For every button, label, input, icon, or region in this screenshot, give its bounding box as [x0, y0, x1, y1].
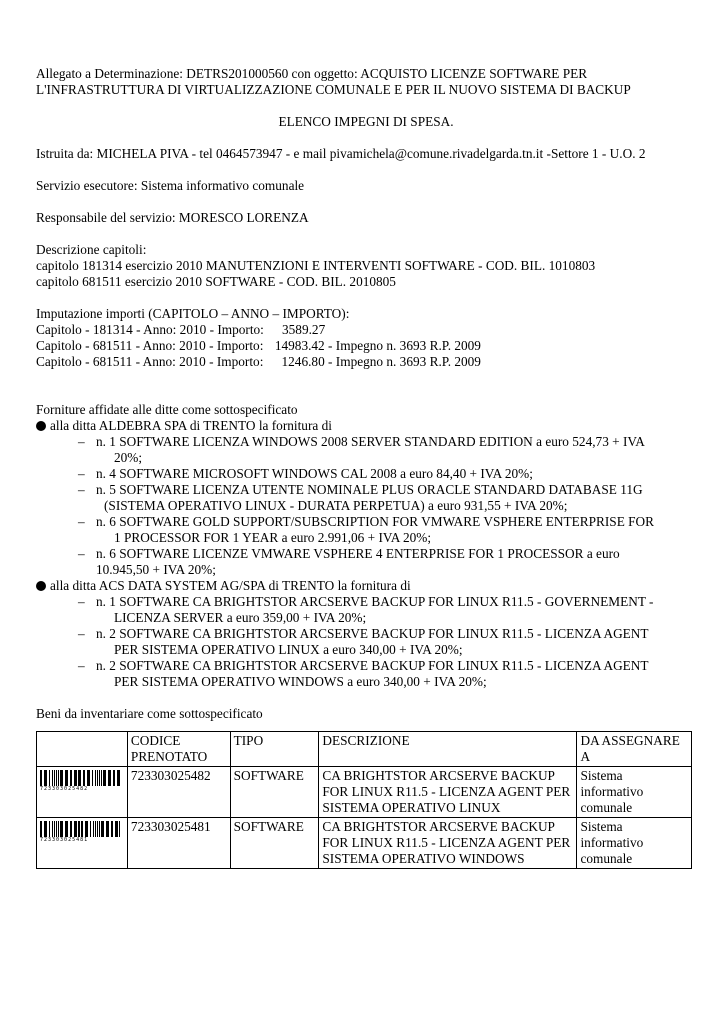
- capitolo-line: capitolo 181314 esercizio 2010 MANUTENZIONI E INTERVENTI SOFTWARE - COD. BIL. 1010803: [36, 258, 596, 273]
- tipo-cell: SOFTWARE: [230, 818, 319, 869]
- istruita-da: Istruita da: MICHELA PIVA - tel 0464573947 - e mail pivamichela@comune.rivadelgarda.tn.it -Settore 1 - U.O. 2: [36, 146, 646, 161]
- barcode-bar: [83, 770, 85, 786]
- barcode-bar: [101, 770, 102, 786]
- fornitura-item: [78, 626, 696, 658]
- barcode-bar: [58, 770, 59, 786]
- barcode-bar: [115, 821, 118, 837]
- barcode-bar: [119, 821, 120, 837]
- descrizione-cell: CA BRIGHTSTOR ARCSERVE BACKUP FOR LINUX R11.5 - LICENZA AGENT PER SISTEMA OPERATIVO WINDOWS: [319, 818, 577, 869]
- imputazione-importo: 1246.80: [281, 354, 325, 369]
- barcode-bar: [99, 821, 100, 837]
- column-header: DA ASSEGNARE A: [577, 732, 692, 767]
- servizio-esecutore: Servizio esecutore: Sistema informativo comunale: [36, 178, 305, 193]
- dash-icon: –: [78, 626, 85, 641]
- barcode-bar: [44, 770, 47, 786]
- imputazione-impegno: - Impegno n. 3693 R.P. 2009: [328, 338, 481, 353]
- descrizione-cell: CA BRIGHTSTOR ARCSERVE BACKUP FOR LINUX R11.5 - LICENZA AGENT PER SISTEMA OPERATIVO LINUX: [319, 767, 577, 818]
- fornitura-line: n. 6 SOFTWARE LICENZE VMWARE VSPHERE 4 ENTERPRISE FOR 1 PROCESSOR a euro: [96, 546, 620, 561]
- imputazione-capitolo: Capitolo - 681511 - Anno: 2010 - Importo:: [36, 354, 264, 369]
- barcode-bar: [90, 821, 91, 837]
- barcode-bar: [40, 821, 42, 837]
- fornitura-line: n. 1 SOFTWARE LICENZA WINDOWS 2008 SERVER STANDARD EDITION a euro 524,73 + IVA: [96, 434, 645, 449]
- barcode-bar: [60, 770, 63, 786]
- codice-cell: 723303025482: [127, 767, 230, 818]
- forniture-heading: Forniture affidate alle ditte come sottospecificato: [36, 402, 298, 417]
- barcode-bar: [54, 821, 55, 837]
- barcode-cell: [37, 767, 128, 818]
- fornitura-line: n. 2 SOFTWARE CA BRIGHTSTOR ARCSERVE BACKUP FOR LINUX R11.5 - LICENZA AGENT: [96, 626, 649, 641]
- barcode-bar: [74, 821, 77, 837]
- fornitura-item: [78, 466, 696, 482]
- codice-cell: 723303025481: [127, 818, 230, 869]
- column-header: DESCRIZIONE: [319, 732, 577, 767]
- barcode-bar: [52, 770, 53, 786]
- barcode-bar: [78, 821, 80, 837]
- fornitura-line-cont: 10.945,50 + IVA 20%;: [96, 562, 216, 577]
- barcode-bar: [106, 821, 109, 837]
- barcode-bar: [87, 770, 90, 786]
- barcode-number: 723303025481: [40, 837, 89, 843]
- header-line-1: Allegato a Determinazione: DETRS201000560 con oggetto: ACQUISTO LICENZE SOFTWARE PER: [36, 66, 588, 81]
- imputazione-capitolo: Capitolo - 681511 - Anno: 2010 - Importo:: [36, 338, 264, 353]
- barcode-bar: [103, 770, 106, 786]
- barcode-bar: [56, 821, 57, 837]
- barcode-bar: [65, 821, 68, 837]
- dash-icon: –: [78, 466, 85, 481]
- imputazione-impegno: - Impegno n. 3693 R.P. 2009: [328, 354, 481, 369]
- fornitura-line-cont: 1 PROCESSOR FOR 1 YEAR a euro 2.991,06 + IVA 20%;: [114, 530, 432, 545]
- barcode-bar: [44, 821, 47, 837]
- header-line-2: L'INFRASTRUTTURA DI VIRTUALIZZAZIONE COMUNALE E PER IL NUOVO SISTEMA DI BACKUP: [36, 82, 631, 97]
- imputazione-importo: 3589.27: [282, 322, 326, 337]
- fornitura-line: n. 5 SOFTWARE LICENZA UTENTE NOMINALE PLUS ORACLE STANDARD DATABASE 11G: [96, 482, 643, 497]
- ditta-label: alla ditta ALDEBRA SPA di TRENTO la fornitura di: [50, 418, 332, 433]
- barcode-bar: [85, 821, 88, 837]
- fornitura-item: [78, 434, 696, 466]
- barcode-bar: [117, 770, 120, 786]
- ditta-item: [36, 418, 696, 578]
- dash-icon: –: [78, 594, 85, 609]
- beni-table: [36, 731, 692, 869]
- imputazione-importo: 14983.42: [274, 338, 325, 353]
- barcode-bar: [54, 770, 55, 786]
- barcode-bar: [52, 821, 53, 837]
- barcode-bar: [70, 821, 72, 837]
- barcode-bar: [95, 770, 96, 786]
- barcode-bar: [108, 770, 111, 786]
- fornitura-line: n. 6 SOFTWARE GOLD SUPPORT/SUBSCRIPTION FOR VMWARE VSPHERE ENTERPRISE FOR: [96, 514, 655, 529]
- imputazione-row: [36, 322, 696, 338]
- barcode-bar: [93, 821, 94, 837]
- fornitura-item: [78, 514, 696, 546]
- barcode-bar: [111, 821, 113, 837]
- fornitura-line-cont: (SISTEMA OPERATIVO LINUX - DURATA PERPETUA) a euro 931,55 + IVA 20%;: [104, 498, 568, 513]
- fornitura-item: [78, 658, 696, 690]
- fornitura-item: [78, 594, 696, 626]
- fornitura-line: n. 1 SOFTWARE CA BRIGHTSTOR ARCSERVE BACKUP FOR LINUX R11.5 - GOVERNEMENT -: [96, 594, 654, 609]
- barcode-bar: [97, 821, 98, 837]
- barcode-number: 723303025482: [40, 786, 89, 792]
- barcode-bar: [113, 770, 115, 786]
- barcode-bar: [70, 770, 72, 786]
- barcode-bar: [58, 821, 59, 837]
- ditta-label: alla ditta ACS DATA SYSTEM AG/SPA di TRENTO la fornitura di: [50, 578, 411, 593]
- fornitura-item: [78, 546, 696, 578]
- beni-heading: Beni da inventariare come sottospecificato: [36, 706, 263, 721]
- document-page: [36, 66, 696, 869]
- barcode-bar: [74, 770, 77, 786]
- fornitura-list: [50, 594, 696, 690]
- dash-icon: –: [78, 434, 85, 449]
- barcode-bar: [97, 770, 98, 786]
- barcode-image: [40, 821, 120, 837]
- document-title: ELENCO IMPEGNI DI SPESA.: [278, 114, 454, 129]
- fornitura-line: n. 2 SOFTWARE CA BRIGHTSTOR ARCSERVE BACKUP FOR LINUX R11.5 - LICENZA AGENT: [96, 658, 649, 673]
- barcode-bar: [49, 821, 50, 837]
- table-header-row: [37, 732, 692, 767]
- imputazione-row: [36, 338, 696, 354]
- table-row: [37, 767, 692, 818]
- column-header: CODICE PRENOTATO: [127, 732, 230, 767]
- barcode-bar: [99, 770, 100, 786]
- assegnare-cell: Sistema informativo comunale: [577, 818, 692, 869]
- ditta-item: [36, 578, 696, 690]
- capitolo-line: capitolo 681511 esercizio 2010 SOFTWARE - COD. BIL. 2010805: [36, 274, 396, 289]
- fornitura-line-cont: PER SISTEMA OPERATIVO LINUX a euro 340,00 + IVA 20%;: [114, 642, 463, 657]
- barcode-bar: [49, 770, 50, 786]
- table-row: [37, 818, 692, 869]
- barcode-bar: [81, 821, 83, 837]
- barcode-bar: [101, 821, 104, 837]
- dash-icon: –: [78, 482, 85, 497]
- column-header: [37, 732, 128, 767]
- barcode-bar: [65, 770, 68, 786]
- fornitura-line-cont: 20%;: [114, 450, 143, 465]
- barcode-bar: [56, 770, 57, 786]
- capitoli-heading: Descrizione capitoli:: [36, 242, 147, 257]
- ditte-list: [36, 418, 696, 690]
- barcode-bar: [78, 770, 81, 786]
- tipo-cell: SOFTWARE: [230, 767, 319, 818]
- barcode-bar: [95, 821, 96, 837]
- assegnare-cell: Sistema informativo comunale: [577, 767, 692, 818]
- fornitura-line-cont: PER SISTEMA OPERATIVO WINDOWS a euro 340,00 + IVA 20%;: [114, 674, 487, 689]
- barcode-cell: [37, 818, 128, 869]
- bullet-icon: [36, 421, 46, 431]
- fornitura-list: [50, 434, 696, 578]
- responsabile-servizio: Responsabile del servizio: MORESCO LORENZA: [36, 210, 309, 225]
- barcode-bar: [92, 770, 93, 786]
- imputazione-heading: Imputazione importi (CAPITOLO – ANNO – IMPORTO):: [36, 306, 350, 321]
- barcode-bar: [40, 770, 42, 786]
- dash-icon: –: [78, 546, 85, 561]
- bullet-icon: [36, 581, 46, 591]
- fornitura-line: n. 4 SOFTWARE MICROSOFT WINDOWS CAL 2008 a euro 84,40 + IVA 20%;: [96, 466, 533, 481]
- barcode-bar: [60, 821, 63, 837]
- dash-icon: –: [78, 658, 85, 673]
- fornitura-line-cont: LICENZA SERVER a euro 359,00 + IVA 20%;: [114, 610, 367, 625]
- imputazione-capitolo: Capitolo - 181314 - Anno: 2010 - Importo:: [36, 322, 264, 337]
- fornitura-item: [78, 482, 696, 514]
- imputazione-row: [36, 354, 696, 370]
- dash-icon: –: [78, 514, 85, 529]
- barcode-image: [40, 770, 120, 786]
- column-header: TIPO: [230, 732, 319, 767]
